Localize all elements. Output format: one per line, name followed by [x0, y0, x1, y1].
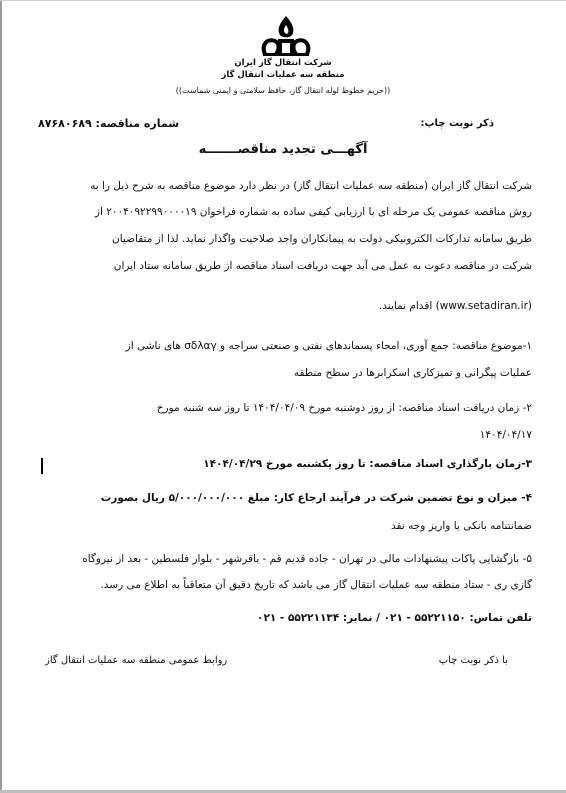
item-5-opening-cont: گازی ری - ستاد منطقه سه عملیات انتقال گاز می باشد که تاریخ دقیق آن متعاقباً به اطلاع می رسد.: [100, 579, 532, 591]
item-4-guarantee-cont: ضمانتنامه بانکی یا واریز وجه نقد: [390, 520, 532, 532]
page-title: آگهـــی تجدید مناقصـــــــه: [198, 142, 368, 157]
item-1-subject-cont: عملیات پیگرانی و تمیزکاری اسکرابرها در سطح منطقه: [293, 367, 532, 379]
item-2-document-receipt: ۲- زمان دریافت اسناد مناقصه: از روز دوشنبه مورخ ۱۴۰۴/۰۴/۰۹ تا روز سه شنبه مورخ: [156, 402, 532, 414]
page-frame-top: [0, 0, 566, 1]
item-2-document-receipt-cont: ۱۴۰۴/۰۴/۱۷: [479, 429, 532, 441]
item-3-upload-deadline: ۳-زمان بارگذاری اسناد مناقصه: تا روز یکشنبه مورخ ۱۴۰۴/۰۴/۲۹: [203, 458, 532, 470]
intro-line-3: طریق سامانه تدارکات الکترونیکی دولت به پیمانکاران واجد صلاحیت واگذار نماید. لذا از متقاضیان: [112, 233, 532, 245]
footer-public-relations: روابط عمومی منطقه سه عملیات انتقال گاز: [45, 655, 228, 666]
item-5-opening: ۵- بازگشایی پاکات پیشنهادات مالی در تهران - جاده قدیم قم - باقرشهر - بلوار فلسطین - بعد از نیروگاه: [82, 553, 532, 565]
gas-company-flame-logo-icon: [255, 14, 317, 58]
tender-number: شماره مناقصه: ۸۷۶۸۰۶۸۹: [38, 117, 180, 130]
print-note-label: ذکر نوبت چاپ:: [420, 118, 494, 129]
intro-line-1: شرکت انتقال گاز ایران (منطقه سه عملیات انتقال گاز) در نظر دارد موضوع مناقصه به شرح ذیل را به: [90, 180, 532, 192]
item-1-subject: ۱-موضوع مناقصه: جمع آوری، امحاء پسماندهای نفتی و صنعتی سراجه و σδλαγ های ناشی از: [125, 340, 532, 352]
item-4-guarantee: ۴- میزان و نوع تضمین شرکت در فرآیند ارجاع کار: مبلغ ۵/۰۰۰/۰۰۰/۰۰۰ ریال بصورت: [100, 492, 532, 504]
page-frame-left: [0, 0, 2, 793]
contact-phone-fax: تلفن تماس: ۵۵۲۲۱۱۵۰ - ۰۲۱ / نمابر: ۵۵۲۲۱۱۳۴ - ۰۲۱: [257, 612, 532, 624]
company-name: شرکت انتقال گاز ایران: [234, 58, 332, 68]
safety-motto: ((حریم خطوط لوله انتقال گاز، حافظ سلامتی و ایمنی شماست)): [175, 86, 391, 95]
intro-line-5: (www.setadiran.ir) اقدام نمایند.: [378, 300, 532, 312]
region-name: منطقه سه عملیات انتقال گاز: [221, 70, 345, 80]
intro-line-4: شرکت در مناقصه دعوت به عمل می آید جهت دریافت اسناد مناقصه از طریق سامانه ستاد ایران: [113, 260, 532, 272]
intro-line-2: روش مناقصه عمومی یک مرحله ای با ارزیابی کیفی ساده به شماره فراخوان ۲۰۰۴۰۹۲۲۹۹۰۰۰۰۱۹ از: [94, 206, 532, 218]
footer-print-note: با ذکر نوبت چاپ: [438, 655, 508, 666]
